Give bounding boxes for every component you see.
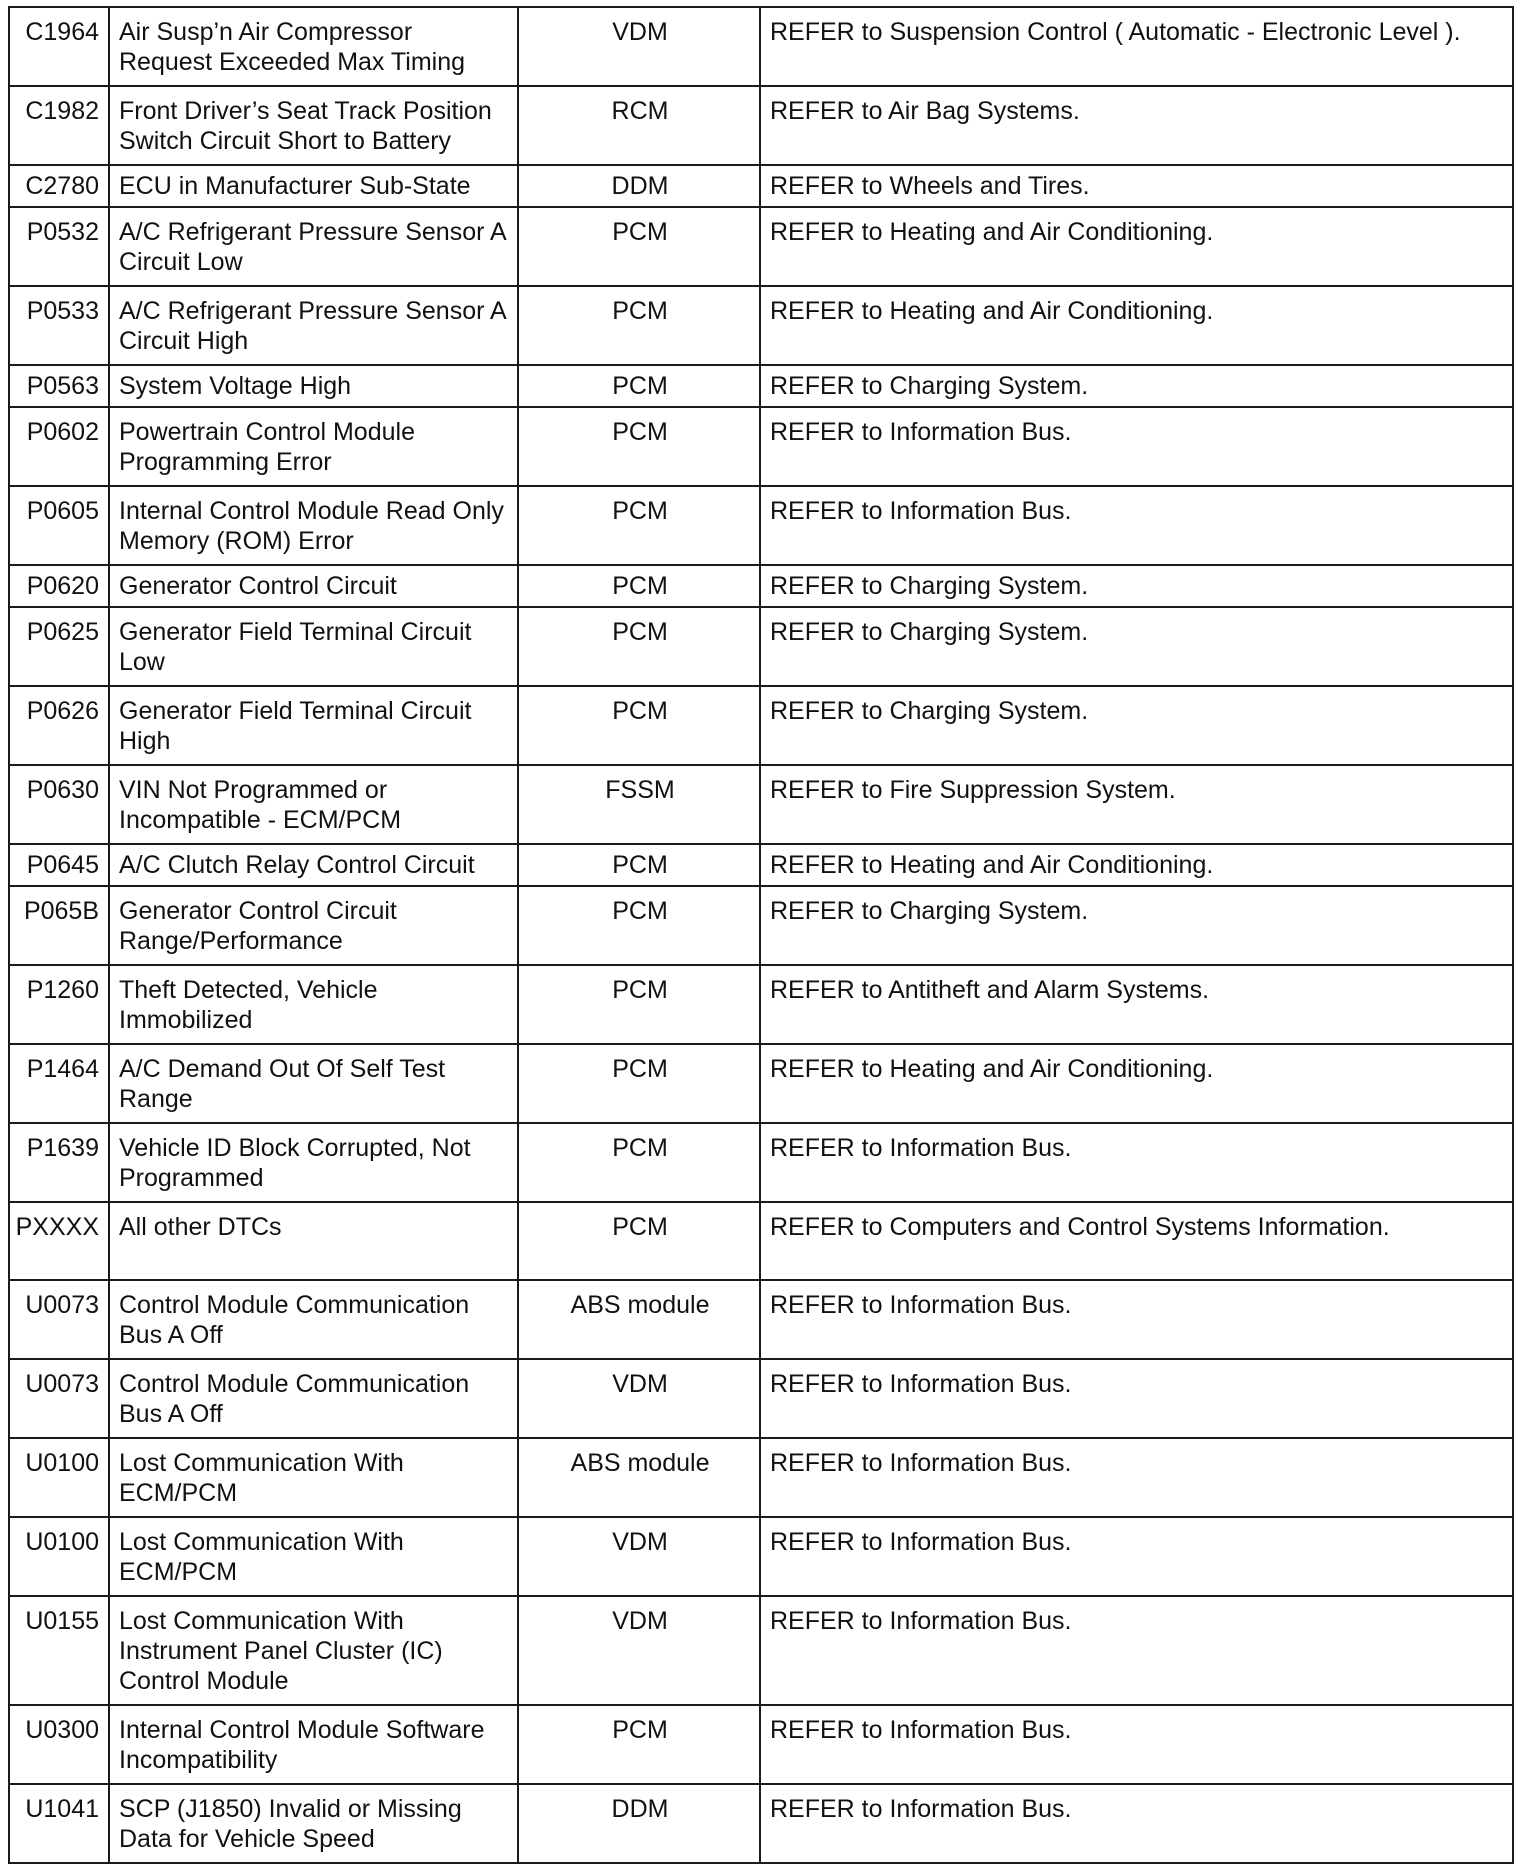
dtc-action-cell: REFER to Information Bus. bbox=[760, 1359, 1513, 1438]
dtc-code-cell: U0155 bbox=[9, 1596, 109, 1705]
table-row bbox=[9, 1438, 1513, 1517]
dtc-description-cell: System Voltage High bbox=[109, 365, 518, 407]
dtc-description-cell: All other DTCs bbox=[109, 1202, 518, 1280]
dtc-description-cell: Vehicle ID Block Corrupted, Not Programmed bbox=[109, 1123, 518, 1202]
dtc-action-cell: REFER to Heating and Air Conditioning. bbox=[760, 844, 1513, 886]
dtc-code-cell: P0645 bbox=[9, 844, 109, 886]
dtc-description-cell: SCP (J1850) Invalid or Missing Data for Vehicle Speed bbox=[109, 1784, 518, 1863]
table-row bbox=[9, 1202, 1513, 1280]
dtc-action-cell: REFER to Fire Suppression System. bbox=[760, 765, 1513, 844]
dtc-action-cell: REFER to Heating and Air Conditioning. bbox=[760, 286, 1513, 365]
dtc-module-cell: PCM bbox=[518, 1044, 760, 1123]
table-row bbox=[9, 607, 1513, 686]
dtc-table-body bbox=[9, 7, 1513, 1863]
dtc-module-cell: DDM bbox=[518, 1784, 760, 1863]
dtc-action-cell: REFER to Information Bus. bbox=[760, 407, 1513, 486]
dtc-code-cell: U0100 bbox=[9, 1438, 109, 1517]
dtc-description-cell: Generator Control Circuit Range/Performance bbox=[109, 886, 518, 965]
table-row bbox=[9, 165, 1513, 207]
dtc-action-cell: REFER to Charging System. bbox=[760, 565, 1513, 607]
dtc-action-cell: REFER to Charging System. bbox=[760, 686, 1513, 765]
dtc-description-cell: Internal Control Module Read Only Memory (ROM) Error bbox=[109, 486, 518, 565]
dtc-description-cell: A/C Refrigerant Pressure Sensor A Circuit High bbox=[109, 286, 518, 365]
dtc-code-cell: U0073 bbox=[9, 1280, 109, 1359]
dtc-action-cell: REFER to Heating and Air Conditioning. bbox=[760, 1044, 1513, 1123]
dtc-module-cell: VDM bbox=[518, 1517, 760, 1596]
dtc-description-cell: Powertrain Control Module Programming Error bbox=[109, 407, 518, 486]
dtc-code-cell: P0532 bbox=[9, 207, 109, 286]
table-row bbox=[9, 1044, 1513, 1123]
table-row bbox=[9, 965, 1513, 1044]
table-row bbox=[9, 207, 1513, 286]
dtc-action-cell: REFER to Charging System. bbox=[760, 886, 1513, 965]
dtc-module-cell: VDM bbox=[518, 1359, 760, 1438]
dtc-code-cell: PXXXX bbox=[9, 1202, 109, 1280]
dtc-code-cell: P1464 bbox=[9, 1044, 109, 1123]
dtc-module-cell: PCM bbox=[518, 686, 760, 765]
dtc-action-cell: REFER to Computers and Control Systems Information. bbox=[760, 1202, 1513, 1280]
table-row bbox=[9, 407, 1513, 486]
dtc-module-cell: PCM bbox=[518, 486, 760, 565]
dtc-description-cell: Theft Detected, Vehicle Immobilized bbox=[109, 965, 518, 1044]
table-row bbox=[9, 765, 1513, 844]
table-row bbox=[9, 565, 1513, 607]
dtc-module-cell: VDM bbox=[518, 7, 760, 86]
table-row bbox=[9, 286, 1513, 365]
dtc-description-cell: Lost Communication With ECM/PCM bbox=[109, 1517, 518, 1596]
dtc-action-cell: REFER to Information Bus. bbox=[760, 1705, 1513, 1784]
table-row bbox=[9, 886, 1513, 965]
dtc-action-cell: REFER to Air Bag Systems. bbox=[760, 86, 1513, 165]
dtc-code-cell: P0630 bbox=[9, 765, 109, 844]
dtc-action-cell: REFER to Charging System. bbox=[760, 607, 1513, 686]
dtc-description-cell: Generator Field Terminal Circuit High bbox=[109, 686, 518, 765]
dtc-module-cell: PCM bbox=[518, 965, 760, 1044]
dtc-action-cell: REFER to Charging System. bbox=[760, 365, 1513, 407]
dtc-code-cell: U0300 bbox=[9, 1705, 109, 1784]
dtc-action-cell: REFER to Information Bus. bbox=[760, 1596, 1513, 1705]
dtc-action-cell: REFER to Heating and Air Conditioning. bbox=[760, 207, 1513, 286]
dtc-description-cell: Control Module Communication Bus A Off bbox=[109, 1359, 518, 1438]
dtc-description-cell: Generator Field Terminal Circuit Low bbox=[109, 607, 518, 686]
dtc-code-cell: P1639 bbox=[9, 1123, 109, 1202]
table-row bbox=[9, 1123, 1513, 1202]
table-row bbox=[9, 1517, 1513, 1596]
dtc-description-cell: A/C Demand Out Of Self Test Range bbox=[109, 1044, 518, 1123]
dtc-module-cell: PCM bbox=[518, 207, 760, 286]
dtc-module-cell: RCM bbox=[518, 86, 760, 165]
dtc-code-cell: P0625 bbox=[9, 607, 109, 686]
dtc-module-cell: DDM bbox=[518, 165, 760, 207]
dtc-table bbox=[8, 6, 1514, 1864]
dtc-code-cell: U0073 bbox=[9, 1359, 109, 1438]
table-row bbox=[9, 7, 1513, 86]
dtc-action-cell: REFER to Antitheft and Alarm Systems. bbox=[760, 965, 1513, 1044]
table-row bbox=[9, 86, 1513, 165]
dtc-action-cell: REFER to Information Bus. bbox=[760, 1517, 1513, 1596]
dtc-code-cell: C2780 bbox=[9, 165, 109, 207]
dtc-action-cell: REFER to Information Bus. bbox=[760, 1438, 1513, 1517]
dtc-module-cell: FSSM bbox=[518, 765, 760, 844]
dtc-module-cell: VDM bbox=[518, 1596, 760, 1705]
dtc-code-cell: P0605 bbox=[9, 486, 109, 565]
dtc-action-cell: REFER to Information Bus. bbox=[760, 1280, 1513, 1359]
dtc-code-cell: U0100 bbox=[9, 1517, 109, 1596]
dtc-action-cell: REFER to Information Bus. bbox=[760, 1123, 1513, 1202]
dtc-module-cell: ABS module bbox=[518, 1438, 760, 1517]
dtc-code-cell: P1260 bbox=[9, 965, 109, 1044]
dtc-action-cell: REFER to Suspension Control ( Automatic - Electronic Level ). bbox=[760, 7, 1513, 86]
dtc-module-cell: PCM bbox=[518, 565, 760, 607]
dtc-description-cell: ECU in Manufacturer Sub-State bbox=[109, 165, 518, 207]
dtc-action-cell: REFER to Information Bus. bbox=[760, 486, 1513, 565]
table-row bbox=[9, 844, 1513, 886]
table-row bbox=[9, 686, 1513, 765]
dtc-code-cell: P0620 bbox=[9, 565, 109, 607]
dtc-code-cell: C1964 bbox=[9, 7, 109, 86]
table-row bbox=[9, 1280, 1513, 1359]
dtc-description-cell: Air Susp’n Air Compressor Request Exceeded Max Timing bbox=[109, 7, 518, 86]
table-row bbox=[9, 486, 1513, 565]
table-row bbox=[9, 365, 1513, 407]
dtc-module-cell: PCM bbox=[518, 365, 760, 407]
dtc-code-cell: P0602 bbox=[9, 407, 109, 486]
dtc-action-cell: REFER to Information Bus. bbox=[760, 1784, 1513, 1863]
dtc-description-cell: A/C Clutch Relay Control Circuit bbox=[109, 844, 518, 886]
dtc-module-cell: PCM bbox=[518, 1202, 760, 1280]
dtc-code-cell: U1041 bbox=[9, 1784, 109, 1863]
dtc-module-cell: PCM bbox=[518, 286, 760, 365]
dtc-action-cell: REFER to Wheels and Tires. bbox=[760, 165, 1513, 207]
dtc-code-cell: C1982 bbox=[9, 86, 109, 165]
dtc-description-cell: Front Driver’s Seat Track Position Switch Circuit Short to Battery bbox=[109, 86, 518, 165]
dtc-module-cell: PCM bbox=[518, 844, 760, 886]
table-row bbox=[9, 1705, 1513, 1784]
table-row bbox=[9, 1596, 1513, 1705]
table-row bbox=[9, 1784, 1513, 1863]
dtc-description-cell: Control Module Communication Bus A Off bbox=[109, 1280, 518, 1359]
dtc-description-cell: VIN Not Programmed or Incompatible - ECM/PCM bbox=[109, 765, 518, 844]
dtc-description-cell: Generator Control Circuit bbox=[109, 565, 518, 607]
dtc-code-cell: P0533 bbox=[9, 286, 109, 365]
dtc-module-cell: PCM bbox=[518, 407, 760, 486]
dtc-description-cell: Lost Communication With ECM/PCM bbox=[109, 1438, 518, 1517]
dtc-module-cell: PCM bbox=[518, 607, 760, 686]
dtc-module-cell: PCM bbox=[518, 1123, 760, 1202]
table-row bbox=[9, 1359, 1513, 1438]
dtc-description-cell: A/C Refrigerant Pressure Sensor A Circuit Low bbox=[109, 207, 518, 286]
dtc-code-cell: P0626 bbox=[9, 686, 109, 765]
dtc-module-cell: PCM bbox=[518, 886, 760, 965]
dtc-code-cell: P065B bbox=[9, 886, 109, 965]
dtc-module-cell: ABS module bbox=[518, 1280, 760, 1359]
dtc-description-cell: Internal Control Module Software Incompatibility bbox=[109, 1705, 518, 1784]
dtc-code-cell: P0563 bbox=[9, 365, 109, 407]
dtc-module-cell: PCM bbox=[518, 1705, 760, 1784]
dtc-description-cell: Lost Communication With Instrument Panel Cluster (IC) Control Module bbox=[109, 1596, 518, 1705]
